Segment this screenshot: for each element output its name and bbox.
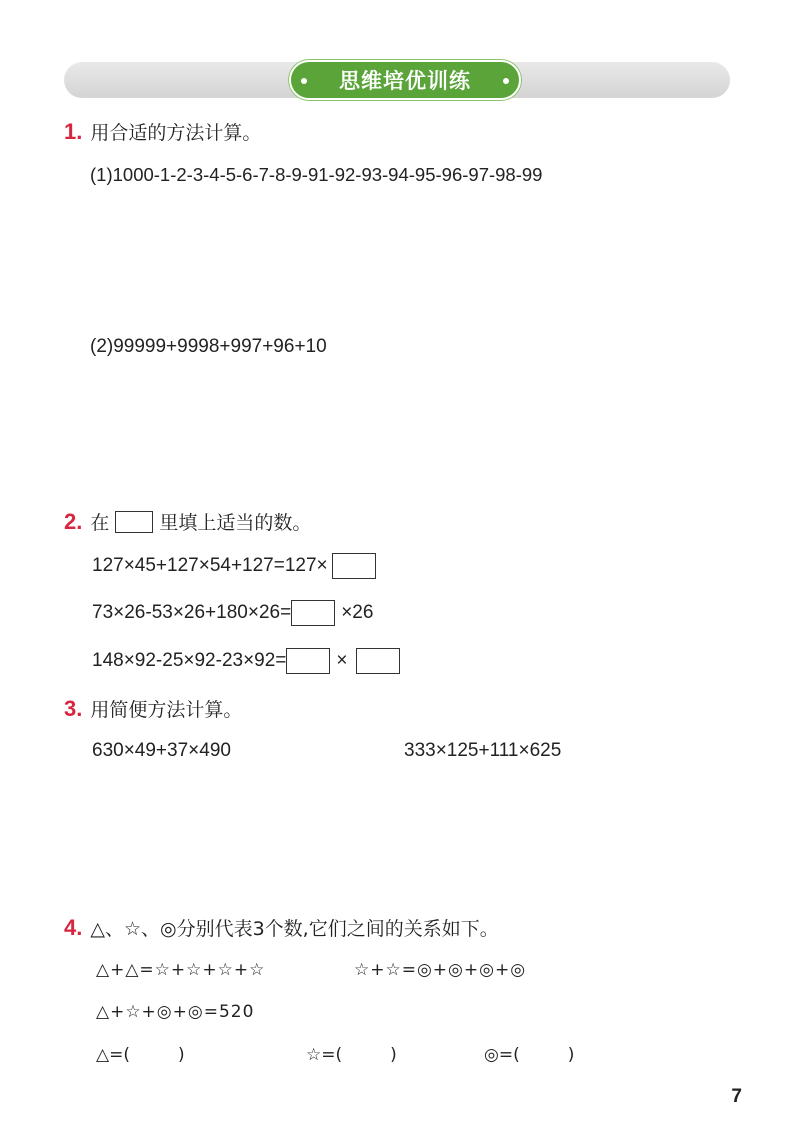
question-2-line-1-expr: 127×45+127×54+127=127× [92, 555, 328, 576]
question-1-part-2: (2)99999+9998+997+96+10 [90, 336, 327, 357]
example-answer-box [115, 511, 153, 533]
banner-dot-left [301, 78, 307, 84]
answer-circle-close: ) [567, 1045, 575, 1065]
answer-star-label: ☆=( [306, 1045, 343, 1065]
question-3-expression-2: 333×125+111×625 [404, 740, 562, 761]
question-2-prompt-before: 在 [90, 512, 110, 534]
answer-triangle [96, 1045, 185, 1065]
question-1-heading [64, 118, 261, 145]
answer-box[interactable] [291, 600, 335, 626]
question-1-part-1: (1)1000-1-2-3-4-5-6-7-8-9-91-92-93-94-95-96-97-98-99 [90, 164, 543, 185]
question-2-line-3-times: × [336, 650, 348, 671]
question-2-line-3-expr: 148×92-25×92-23×92= [92, 650, 287, 671]
answer-triangle-close: ) [177, 1045, 185, 1065]
question-4-heading [64, 914, 499, 941]
question-4-equation-1: △+△=☆+☆+☆+☆ [96, 960, 266, 980]
answer-circle [484, 1045, 574, 1065]
section-banner [289, 60, 521, 100]
question-4-prompt: △、☆、◎分别代表3个数,它们之间的关系如下。 [90, 918, 499, 940]
answer-star-close: ) [390, 1045, 397, 1065]
page-number: 7 [731, 1086, 742, 1107]
answer-triangle-label: △=( [96, 1045, 130, 1065]
question-3-number: 3. [64, 695, 83, 721]
question-4-number: 4. [64, 914, 83, 940]
answer-box[interactable] [286, 648, 330, 674]
banner-dot-right [503, 78, 509, 84]
question-2-line-2 [92, 600, 373, 626]
question-2-line-1 [92, 553, 376, 579]
question-2-line-2-expr: 73×26-53×26+180×26= [92, 602, 292, 623]
question-3-prompt: 用简便方法计算。 [90, 699, 243, 721]
question-2-line-2-suffix: ×26 [341, 602, 374, 623]
question-1-prompt: 用合适的方法计算。 [90, 122, 262, 144]
answer-star [306, 1045, 397, 1065]
question-4-equation-3: △+☆+◎+◎=520 [96, 1002, 255, 1022]
question-2-line-3 [92, 648, 400, 674]
question-2-heading [64, 508, 311, 535]
question-2-number: 2. [64, 508, 83, 534]
question-1-number: 1. [64, 118, 83, 144]
question-4-equation-2: ☆+☆=◎+◎+◎+◎ [354, 960, 527, 980]
question-3-heading [64, 695, 242, 722]
banner-title: 思维培优训练 [339, 69, 471, 93]
answer-box[interactable] [356, 648, 400, 674]
answer-box[interactable] [332, 553, 376, 579]
question-3-expression-1: 630×49+37×490 [92, 740, 231, 761]
question-2-prompt-after: 里填上适当的数。 [159, 512, 312, 534]
answer-circle-label: ◎=( [484, 1045, 520, 1065]
